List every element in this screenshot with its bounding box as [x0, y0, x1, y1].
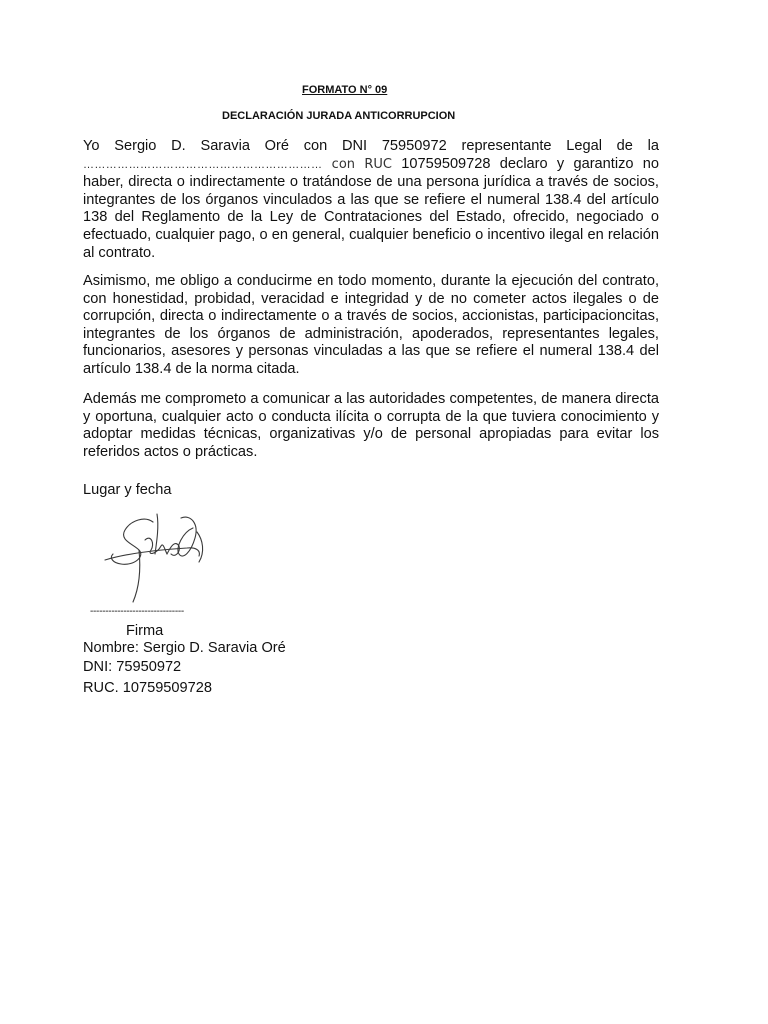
signer-ruc: RUC. 10759509728 — [83, 680, 213, 696]
declaration-paragraph-2: Asimismo, me obligo a conducirme en todo momento, durante la ejecución del contrato, con honestidad, probidad, veracidad e integridad y de no cometer actos ilegales o de corrupción, directa o indirectamente o a través de socios, accionistas, participacioncitas, integrantes de los órganos de administración, apoderados, representantes legales, funcionarios, asesores y personas vinculadas a las que se refiere el numeral 138.4 del artículo 138.4 de la norma citada. — [83, 273, 659, 377]
signer-name: Nombre: Sergio D. Saravia Oré — [83, 640, 286, 656]
signature-line: ------------------------------- — [90, 606, 184, 617]
place-and-date: Lugar y fecha — [83, 482, 172, 498]
paragraph-1-start: Yo Sergio D. Saravia Oré con DNI 75950972 representante Legal de la — [83, 138, 659, 154]
handwritten-signature — [95, 510, 215, 608]
declaration-paragraph-1 — [83, 138, 659, 262]
blank-dotted-line: ……………………………………………………… — [83, 158, 323, 171]
document-title: DECLARACIÓN JURADA ANTICORRUPCION — [222, 110, 456, 122]
paragraph-1-end: 10759509728 declaro y garantizo no haber, directa o indirectamente o tratándose de una persona jurídica a través de socios, integrantes de los órganos vinculados a las que se refiere el numeral 138.4 del artículo 138 del Reglamento de la Ley de Contrataciones del Estado, ofrecido, negociado o efectuado, cualquier pago, o en general, cualquier beneficio o incentivo ilegal en relación al contrato. — [83, 155, 659, 261]
signature-label: Firma — [126, 623, 164, 639]
signer-dni: DNI: 75950972 — [83, 659, 182, 675]
declaration-paragraph-3: Además me comprometo a comunicar a las autoridades competentes, de manera directa y oportuna, cualquier acto o conducta ilícita o corrupta de la que tuviera conocimiento y adoptar medidas técnicas, organizativas y/o de personal apropiadas para evitar los referidos actos o prácticas. — [83, 391, 659, 460]
form-number: FORMATO N° 09 — [302, 84, 388, 96]
ruc-inline-label: con RUC — [331, 156, 392, 172]
